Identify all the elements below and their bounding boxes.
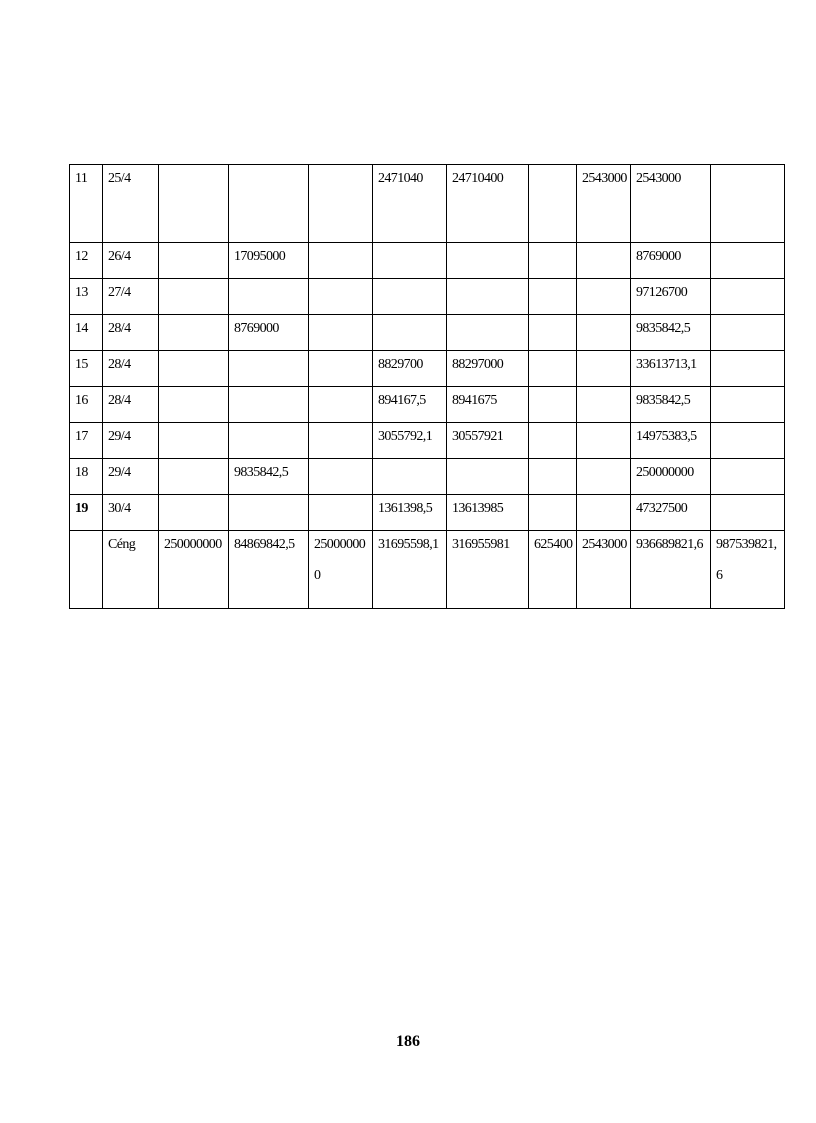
cell-col-11 [711, 459, 785, 495]
cell-date [103, 351, 159, 387]
cell-col-7 [447, 279, 529, 315]
cell-col-7 [447, 387, 529, 423]
cell-col-9 [577, 351, 631, 387]
cell-text: 24710400 [452, 171, 504, 186]
cell-col-7 [447, 243, 529, 279]
cell-row-number [70, 315, 103, 351]
cell-date [103, 315, 159, 351]
cell-text: 17 [75, 429, 88, 444]
cell-row-number [70, 243, 103, 279]
cell-col-5 [309, 279, 373, 315]
cell-text: 88297000 [452, 357, 504, 372]
cell-text: 8769000 [636, 249, 681, 264]
total-row [70, 531, 785, 609]
cell-col-3 [159, 531, 229, 609]
cell-text: 15 [75, 357, 88, 372]
cell-date [103, 243, 159, 279]
cell-text: 8941675 [452, 393, 497, 408]
cell-row-number [70, 165, 103, 243]
cell-col-6 [373, 495, 447, 531]
cell-col-10 [631, 351, 711, 387]
cell-col-11 [711, 165, 785, 243]
cell-col-6 [373, 423, 447, 459]
cell-text: 13 [75, 285, 88, 300]
cell-row-number [70, 351, 103, 387]
cell-col-8 [529, 495, 577, 531]
cell-col-5 [309, 495, 373, 531]
cell-text: 28/4 [108, 393, 131, 408]
cell-date [103, 387, 159, 423]
cell-text: 17095000 [234, 249, 286, 264]
cell-col-4 [229, 423, 309, 459]
cell-col-7 [447, 423, 529, 459]
cell-col-11 [711, 531, 785, 609]
cell-text: 26/4 [108, 249, 131, 264]
table-row [70, 495, 785, 531]
cell-text: 316955981 [452, 537, 510, 552]
table-row [70, 315, 785, 351]
cell-col-10 [631, 165, 711, 243]
cell-text: 18 [75, 465, 88, 480]
cell-text: 936689821,6 [636, 537, 703, 552]
cell-text: 9835842,5 [234, 465, 289, 480]
cell-text: 12 [75, 249, 88, 264]
cell-text: 2471040 [378, 171, 423, 186]
cell-col-8 [529, 279, 577, 315]
cell-col-11 [711, 351, 785, 387]
cell-text: 2543000 [636, 171, 681, 186]
cell-date [103, 531, 159, 609]
cell-col-5 [309, 243, 373, 279]
cell-col-10 [631, 495, 711, 531]
cell-col-7 [447, 315, 529, 351]
cell-col-9 [577, 459, 631, 495]
table-row [70, 165, 785, 243]
cell-date [103, 459, 159, 495]
cell-col-5 [309, 423, 373, 459]
cell-col-7 [447, 495, 529, 531]
cell-date [103, 279, 159, 315]
cell-col-4 [229, 495, 309, 531]
cell-col-6 [373, 387, 447, 423]
cell-col-11 [711, 279, 785, 315]
cell-col-11 [711, 387, 785, 423]
cell-col-10 [631, 387, 711, 423]
cell-text: 30557921 [452, 429, 504, 444]
cell-date [103, 165, 159, 243]
cell-col-3 [159, 165, 229, 243]
ledger-body [70, 165, 785, 609]
cell-col-10 [631, 459, 711, 495]
table-row [70, 243, 785, 279]
cell-col-6 [373, 243, 447, 279]
cell-text: 19 [75, 501, 88, 516]
cell-text: 28/4 [108, 357, 131, 372]
cell-col-8 [529, 423, 577, 459]
cell-col-3 [159, 495, 229, 531]
cell-col-8 [529, 459, 577, 495]
cell-date [103, 495, 159, 531]
cell-text: 2543000 [582, 537, 627, 552]
cell-col-11 [711, 243, 785, 279]
cell-text: 1361398,5 [378, 501, 433, 516]
cell-col-3 [159, 279, 229, 315]
cell-col-6 [373, 279, 447, 315]
cell-text: 8829700 [378, 357, 423, 372]
cell-text: 13613985 [452, 501, 504, 516]
cell-col-9 [577, 165, 631, 243]
cell-text: 14 [75, 321, 88, 336]
cell-col-7 [447, 165, 529, 243]
table-row [70, 459, 785, 495]
cell-col-10 [631, 315, 711, 351]
cell-text: 33613713,1 [636, 357, 697, 372]
cell-text: 3055792,1 [378, 429, 433, 444]
cell-col-10 [631, 423, 711, 459]
cell-col-4 [229, 165, 309, 243]
cell-text: 84869842,5 [234, 537, 295, 552]
cell-col-3 [159, 459, 229, 495]
cell-text: 97126700 [636, 285, 688, 300]
cell-text: 250000000 [636, 465, 694, 480]
cell-col-4 [229, 243, 309, 279]
cell-text: 28/4 [108, 321, 131, 336]
cell-col-6 [373, 351, 447, 387]
cell-text: 2543000 [582, 171, 627, 186]
cell-col-3 [159, 243, 229, 279]
page-number: 186 [396, 1033, 420, 1050]
cell-text: 8769000 [234, 321, 279, 336]
cell-col-9 [577, 531, 631, 609]
cell-col-6 [373, 531, 447, 609]
cell-row-number [70, 279, 103, 315]
cell-col-4 [229, 351, 309, 387]
cell-col-9 [577, 423, 631, 459]
cell-text: 27/4 [108, 285, 131, 300]
cell-text: 25/4 [108, 171, 131, 186]
cell-col-6 [373, 459, 447, 495]
cell-col-6 [373, 315, 447, 351]
cell-col-3 [159, 423, 229, 459]
cell-col-8 [529, 387, 577, 423]
ledger-table [69, 164, 785, 609]
cell-row-number [70, 387, 103, 423]
cell-text: 11 [75, 171, 88, 186]
cell-col-8 [529, 315, 577, 351]
cell-row-number [70, 531, 103, 609]
cell-text: 47327500 [636, 501, 688, 516]
cell-col-4 [229, 459, 309, 495]
cell-col-4 [229, 387, 309, 423]
cell-text: 16 [75, 393, 88, 408]
table-row [70, 351, 785, 387]
cell-col-11 [711, 423, 785, 459]
cell-col-7 [447, 531, 529, 609]
cell-col-6 [373, 165, 447, 243]
cell-col-9 [577, 495, 631, 531]
cell-date [103, 423, 159, 459]
cell-text: 31695598,1 [378, 537, 439, 552]
cell-text: 250000000 [164, 537, 222, 552]
cell-col-3 [159, 387, 229, 423]
cell-text: 894167,5 [378, 393, 426, 408]
cell-row-number [70, 423, 103, 459]
cell-col-3 [159, 315, 229, 351]
cell-col-8 [529, 351, 577, 387]
cell-col-5 [309, 165, 373, 243]
cell-row-number [70, 495, 103, 531]
cell-col-8 [529, 243, 577, 279]
cell-col-7 [447, 351, 529, 387]
table-row [70, 423, 785, 459]
cell-text: 9835842,5 [636, 321, 691, 336]
cell-text: 625400 [534, 537, 573, 552]
cell-col-5 [309, 387, 373, 423]
cell-col-4 [229, 531, 309, 609]
cell-col-11 [711, 315, 785, 351]
table-row [70, 387, 785, 423]
cell-col-8 [529, 165, 577, 243]
cell-col-8 [529, 531, 577, 609]
cell-row-number [70, 459, 103, 495]
cell-col-3 [159, 351, 229, 387]
cell-text: Céng [108, 537, 136, 552]
cell-text: 14975383,5 [636, 429, 697, 444]
cell-col-5 [309, 351, 373, 387]
cell-col-11 [711, 495, 785, 531]
table-row [70, 279, 785, 315]
cell-text: 29/4 [108, 429, 131, 444]
cell-text: 9835842,5 [636, 393, 691, 408]
cell-col-9 [577, 387, 631, 423]
cell-text: 987539821,6 [716, 537, 777, 583]
cell-col-10 [631, 279, 711, 315]
cell-col-4 [229, 279, 309, 315]
cell-text: 29/4 [108, 465, 131, 480]
cell-text: 250000000 [314, 537, 366, 583]
cell-col-5 [309, 459, 373, 495]
cell-col-5 [309, 315, 373, 351]
cell-col-10 [631, 531, 711, 609]
cell-col-4 [229, 315, 309, 351]
cell-col-5 [309, 531, 373, 609]
cell-col-9 [577, 243, 631, 279]
cell-col-10 [631, 243, 711, 279]
cell-col-9 [577, 315, 631, 351]
cell-col-7 [447, 459, 529, 495]
cell-col-9 [577, 279, 631, 315]
cell-text: 30/4 [108, 501, 131, 516]
